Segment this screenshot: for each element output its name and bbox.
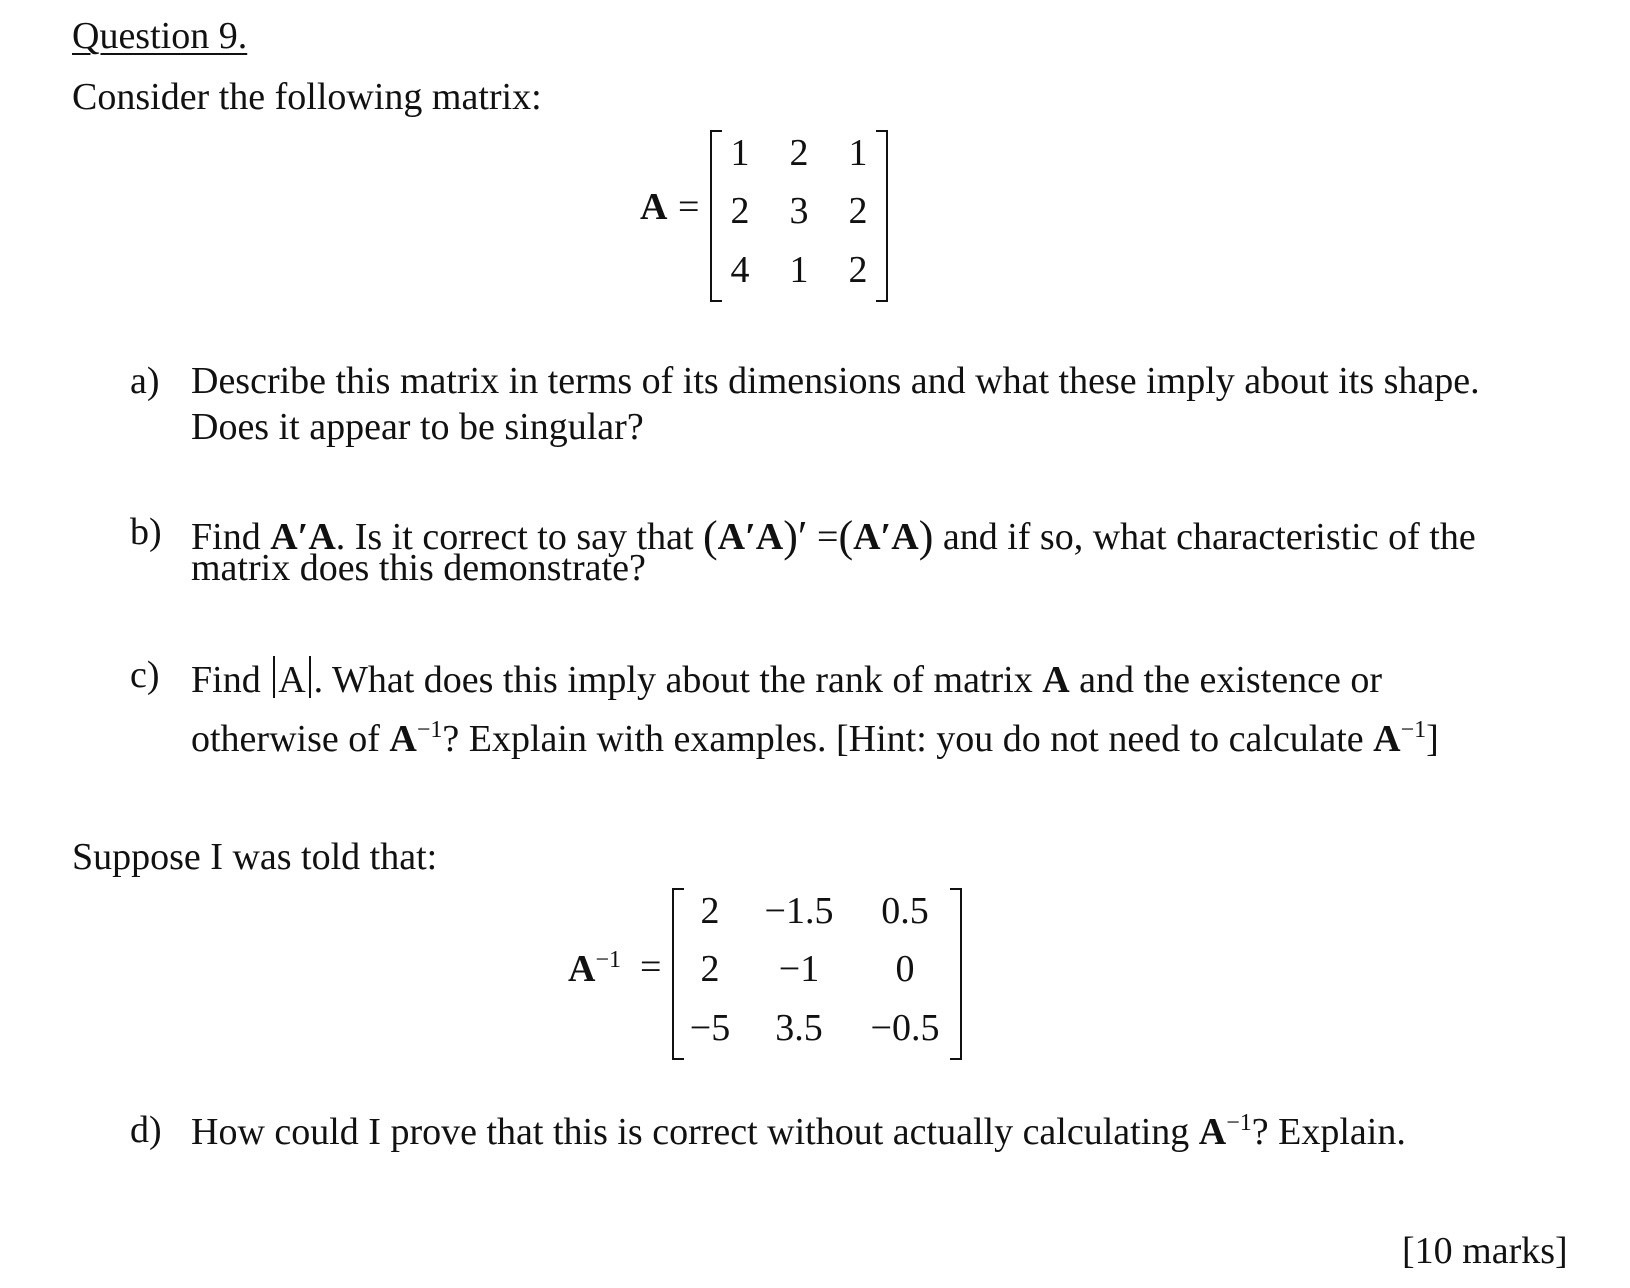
part-b-marker: b) bbox=[130, 511, 162, 553]
matrix-a-cell: 2 bbox=[789, 132, 809, 174]
matrix-inv-cell: 2 bbox=[700, 948, 720, 990]
matrix-inv-cell: 3.5 bbox=[775, 1007, 823, 1049]
matrix-inv-cell: 2 bbox=[700, 890, 720, 932]
determinant-bar-left bbox=[273, 656, 275, 698]
matrix-inv-label-base: A bbox=[568, 948, 596, 990]
matrix-inv-cell: 0.5 bbox=[881, 890, 929, 932]
part-b-expr-ata-2: A′A bbox=[853, 516, 919, 558]
part-a-line2: Does it appear to be singular? bbox=[191, 406, 644, 448]
part-d-inverse-exp: −1 bbox=[1226, 1110, 1252, 1136]
suppose-text: Suppose I was told that: bbox=[72, 836, 438, 878]
part-c-inverse-base: A bbox=[389, 718, 417, 760]
matrix-a-cell: 4 bbox=[730, 249, 750, 291]
part-b-paren-open: ( bbox=[703, 512, 718, 561]
matrix-a-label: A bbox=[640, 186, 668, 228]
part-c-line1 bbox=[191, 656, 1382, 699]
matrix-a-cell: 1 bbox=[789, 249, 809, 291]
part-a-marker: a) bbox=[130, 360, 160, 402]
part-c-line2-mid: ? Explain with examples. [Hint: you do not need to calculate bbox=[442, 718, 1364, 760]
part-c-det-inner: A bbox=[278, 659, 306, 701]
matrix-inv-cell: −0.5 bbox=[870, 1007, 940, 1049]
determinant-bar-right bbox=[309, 656, 311, 698]
matrix-inv-equals: = bbox=[640, 946, 662, 988]
part-c-inverse-exp: −1 bbox=[416, 717, 443, 743]
matrix-inv-cell: −5 bbox=[689, 1007, 731, 1049]
matrix-a bbox=[710, 130, 888, 302]
part-b-expr-ata: A′A bbox=[270, 516, 336, 558]
matrix-a-cell: 3 bbox=[789, 190, 809, 232]
part-d-inverse-base: A bbox=[1198, 1111, 1227, 1153]
part-c-find: Find bbox=[191, 659, 261, 701]
matrix-inv-right-bracket bbox=[950, 888, 962, 1060]
part-b-paren-close-prime: )′ bbox=[783, 512, 808, 561]
part-d-line1 bbox=[191, 1111, 1406, 1151]
matrix-a-cell: 2 bbox=[848, 190, 868, 232]
marks-label: [10 marks] bbox=[1402, 1230, 1568, 1272]
matrix-a-cell: 1 bbox=[848, 132, 868, 174]
part-d-text2: ? Explain. bbox=[1251, 1111, 1406, 1153]
part-c-line2-end: ] bbox=[1426, 718, 1439, 760]
part-b-text1: . Is it correct to say that bbox=[335, 516, 694, 558]
intro-text: Consider the following matrix: bbox=[72, 76, 542, 118]
matrix-inverse bbox=[672, 888, 962, 1060]
matrix-a-cell: 2 bbox=[848, 249, 868, 291]
matrix-a-equals: = bbox=[678, 186, 700, 228]
part-d-text1: How could I prove that this is correct without actually calculating bbox=[191, 1111, 1190, 1153]
part-b-text2: and if so, what characteristic of the bbox=[942, 516, 1476, 558]
part-c-line2 bbox=[191, 718, 1439, 758]
part-c-line2-pre: otherwise of bbox=[191, 718, 380, 760]
part-c-text2: and the existence or bbox=[1079, 659, 1382, 701]
part-c-inverse-exp-2: −1 bbox=[1400, 717, 1427, 743]
matrix-inv-cell: −1.5 bbox=[764, 890, 834, 932]
matrix-inv-cell: 0 bbox=[895, 948, 915, 990]
part-b-find: Find bbox=[191, 516, 261, 558]
part-b-equals: = bbox=[817, 516, 839, 558]
part-b-line2: matrix does this demonstrate? bbox=[191, 547, 646, 589]
part-b-expr-ata-transposed: A′A bbox=[717, 516, 784, 558]
part-c-marker: c) bbox=[130, 654, 160, 696]
part-d-marker: d) bbox=[130, 1109, 162, 1151]
matrix-a-cell: 2 bbox=[730, 190, 750, 232]
matrix-inv-label-exp: −1 bbox=[595, 947, 621, 973]
part-b-paren-close-2: ) bbox=[918, 512, 934, 561]
part-c-matrix-a: A bbox=[1042, 659, 1070, 701]
matrix-a-cell: 1 bbox=[730, 132, 750, 174]
matrix-inv-label bbox=[568, 948, 621, 988]
matrix-inv-cell: −1 bbox=[778, 948, 820, 990]
part-a-line1: Describe this matrix in terms of its dimensions and what these imply about its shape. bbox=[191, 360, 1480, 402]
part-c-text1: . What does this imply about the rank of matrix bbox=[313, 659, 1033, 701]
question-title: Question 9. bbox=[72, 15, 248, 57]
part-c-inverse-base-2: A bbox=[1373, 718, 1401, 760]
part-b-paren-open-2: ( bbox=[838, 512, 854, 561]
